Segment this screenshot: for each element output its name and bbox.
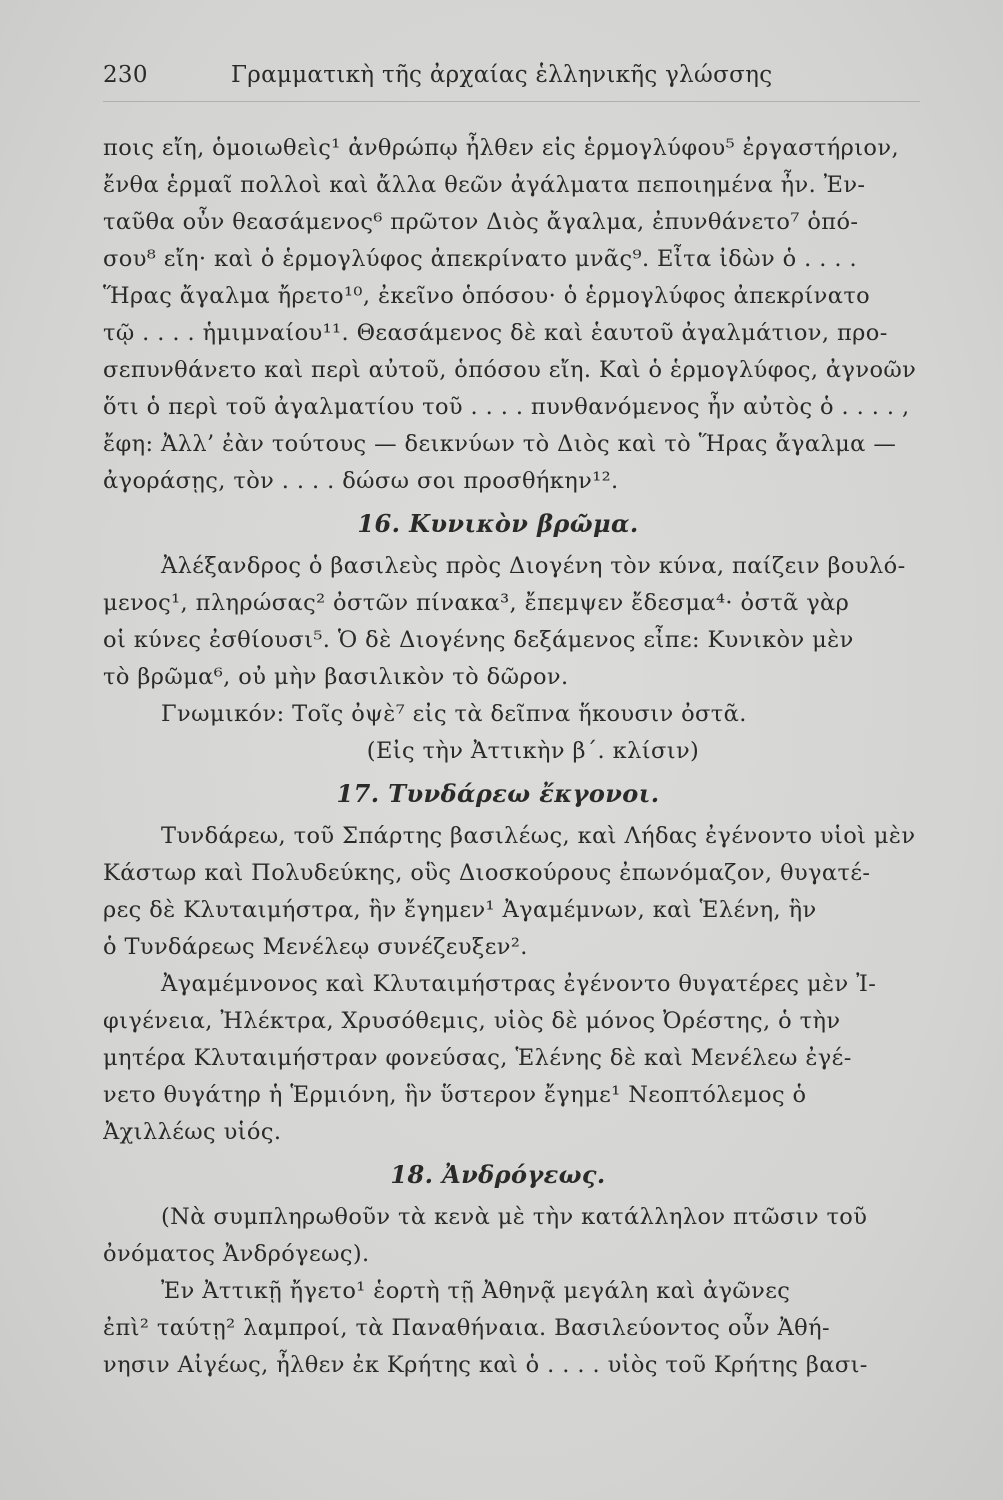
paragraph-first-line: Ἐν Ἀττικῇ ἤγετο¹ ἑορτὴ τῇ Ἀθηνᾷ μεγάλη καὶ ἀγῶνες [161, 1278, 791, 1304]
text-line: ἔνθα ἑρμαῖ πολλοὶ καὶ ἄλλα θεῶν ἀγάλματα πεποιημένα ἦν. Ἐν- [103, 172, 866, 198]
centered-note: (Εἰς τὴν Ἀττικὴν β΄. κλίσιν) [366, 738, 700, 764]
header-rule [103, 101, 920, 102]
text-line: ὁ Τυνδάρεως Μενέλεῳ συνέζευξεν². [103, 934, 528, 960]
text-line: τὸ βρῶμα⁶, οὐ μὴν βασιλικὸν τὸ δῶρον. [103, 664, 569, 690]
text-line: ἔφη: Ἀλλ’ ἐὰν τούτους — δεικνύων τὸ Διὸς καὶ τὸ Ἥρας ἄγαλμα — [103, 431, 897, 457]
section-heading: 18. Ἀνδρόγεως. [390, 1160, 606, 1189]
text-line: ταῦθα οὖν θεασάμενος⁶ πρῶτον Διὸς ἄγαλμα, ἐπυνθάνετο⁷ ὁπό- [103, 209, 859, 235]
text-line: ἀγοράσῃς, τὸν . . . . δώσω σοι προσθήκην¹². [103, 468, 619, 494]
paragraph-first-line: (Νὰ συμπληρωθοῦν τὰ κενὰ μὲ τὴν κατάλληλον πτῶσιν τοῦ [161, 1204, 868, 1230]
text-line: φιγένεια, Ἠλέκτρα, Χρυσόθεμις, υἱὸς δὲ μόνος Ὀρέστης, ὁ τὴν [103, 1008, 841, 1034]
running-header [103, 62, 923, 88]
text-line: τῷ . . . . ἡμιμναίου¹¹. Θεασάμενος δὲ καὶ ἑαυτοῦ ἀγαλμάτιον, προ- [103, 320, 888, 346]
text-line: μενος¹, πληρώσας² ὀστῶν πίνακα³, ἔπεμψεν ἔδεσμα⁴· ὀστᾶ γὰρ [103, 590, 850, 616]
text-line: ἐπὶ² ταύτῃ² λαμπροί, τὰ Παναθήναια. Βασιλεύοντος οὖν Ἀθή- [103, 1315, 830, 1341]
text-line: σεπυνθάνετο καὶ περὶ αὐτοῦ, ὁπόσου εἴη. Καὶ ὁ ἑρμογλύφος, ἀγνοῶν [103, 357, 917, 383]
text-line: ποις εἴη, ὁμοιωθεὶς¹ ἀνθρώπῳ ἦλθεν εἰς ἑρμογλύφου⁵ ἐργαστήριον, [103, 135, 900, 161]
text-line: οἱ κύνες ἐσθίουσι⁵. Ὁ δὲ Διογένης δεξάμενος εἶπε: Κυνικὸν μὲν [103, 627, 854, 653]
section-heading: 17. Τυνδάρεω ἔκγονοι. [336, 779, 660, 808]
text-line: σου⁸ εἴη· καὶ ὁ ἑρμογλύφος ἀπεκρίνατο μνᾶς⁹. Εἶτα ἰδὼν ὁ . . . . [103, 246, 857, 272]
text-line: Κάστωρ καὶ Πολυδεύκης, οὓς Διοσκούρους ἐπωνόμαζον, θυγατέ- [103, 860, 871, 886]
section-heading: 16. Κυνικὸν βρῶμα. [357, 509, 639, 538]
text-line: ὅτι ὁ περὶ τοῦ ἀγαλματίου τοῦ . . . . πυνθανόμενος ἦν αὐτὸς ὁ . . . . , [103, 394, 910, 420]
paragraph-first-line: Ἀγαμέμνονος καὶ Κλυταιμήστρας ἐγένοντο θυγατέρες μὲν Ἰ- [161, 971, 877, 997]
text-line: νησιν Αἰγέως, ἦλθεν ἐκ Κρήτης καὶ ὁ . . . . υἱὸς τοῦ Κρήτης βασι- [103, 1352, 868, 1378]
paragraph-first-line: Ἀλέξανδρος ὁ βασιλεὺς πρὸς Διογένη τὸν κύνα, παίζειν βουλό- [161, 553, 906, 579]
page-number: 230 [103, 62, 148, 88]
text-line: Ἀχιλλέως υἱός. [103, 1119, 282, 1145]
paragraph-first-line: Τυνδάρεω, τοῦ Σπάρτης βασιλέως, καὶ Λήδας ἐγένοντο υἱοὶ μὲν [161, 823, 916, 849]
text-line: ὀνόματος Ἀνδρόγεως). [103, 1241, 370, 1267]
paragraph-first-line: Γνωμικόν: Τοῖς ὀψὲ⁷ εἰς τὰ δεῖπνα ἥκουσιν ὀστᾶ. [161, 701, 747, 727]
body-text [103, 130, 923, 1384]
text-line: Ἥρας ἄγαλμα ἤρετο¹⁰, ἐκεῖνο ὁπόσου· ὁ ἑρμογλύφος ἀπεκρίνατο [103, 283, 871, 309]
running-title: Γραμματικὴ τῆς ἀρχαίας ἑλληνικῆς γλώσσης [231, 62, 773, 88]
text-line: μητέρα Κλυταιμήστραν φονεύσας, Ἑλένης δὲ καὶ Μενέλεω ἐγέ- [103, 1045, 852, 1071]
text-line: νετο θυγάτηρ ἡ Ἑρμιόνη, ἣν ὕστερον ἔγημε¹ Νεοπτόλεμος ὁ [103, 1082, 807, 1108]
text-line: ρες δὲ Κλυταιμήστρα, ἣν ἔγημεν¹ Ἀγαμέμνων, καὶ Ἑλένη, ἣν [103, 897, 817, 923]
